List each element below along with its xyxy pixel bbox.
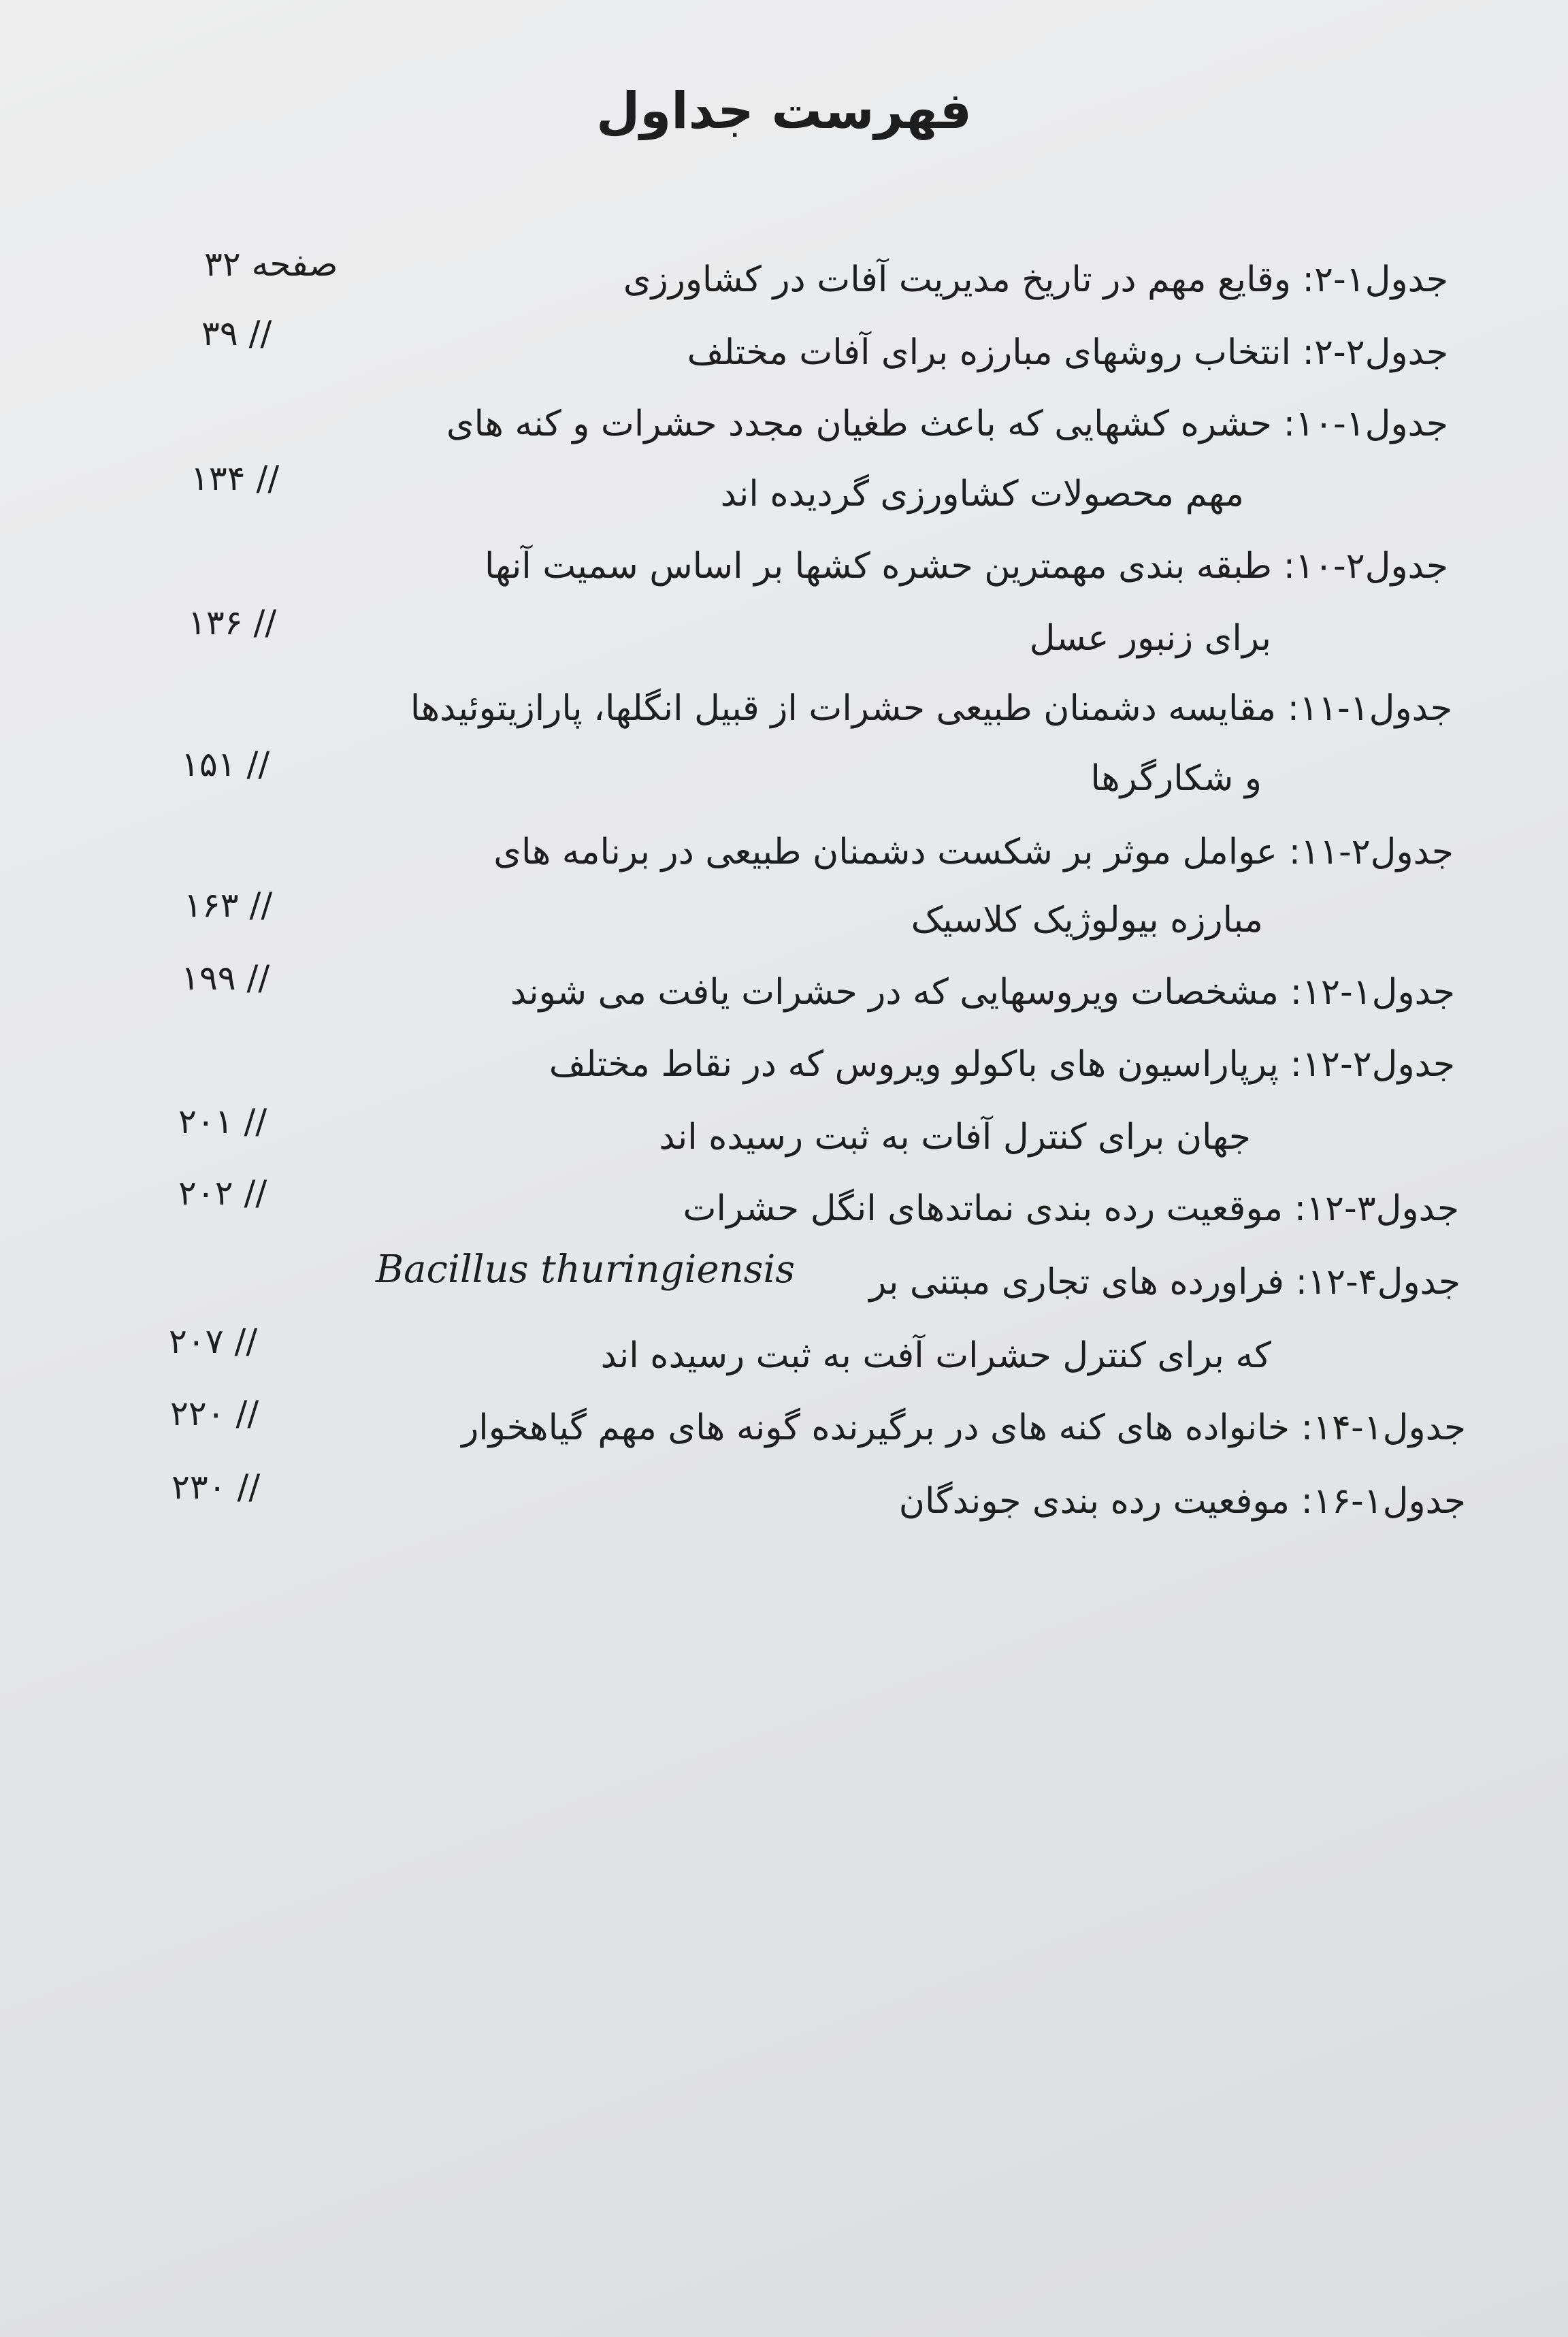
toc-entry-line: جدول۱-۱۲: مشخصات ویروسهایی که در حشرات یافت می شوند (510, 972, 1455, 1013)
toc-page-number: // ۲۳۰ (172, 1467, 261, 1507)
toc-entry-line: جدول۱-۱۶: موفعیت رده بندی جوندگان (898, 1481, 1466, 1522)
toc-entry-line: جدول۱-۱۱: مقایسه دشمنان طبیعی حشرات از قبیل انگلها، پارازیتوئیدها (410, 688, 1452, 729)
toc-entry-line: مهم محصولات کشاورزی گردیده اند (720, 474, 1244, 514)
toc-entry-line: جدول۱-۲: وقایع مهم در تاریخ مدیریت آفات در کشاورزی (623, 259, 1448, 300)
toc-page-number: // ۱۹۹ (181, 958, 270, 998)
toc-page-number: // ۱۵۱ (181, 745, 270, 784)
toc-entry-line: که برای کنترل حشرات آفت به ثبت رسیده اند (600, 1335, 1271, 1376)
toc-page-number: // ۱۳۴ (191, 459, 280, 498)
toc-entry-line: جدول۲-۱۱: عوامل موثر بر شکست دشمنان طبیعی در برنامه های (493, 832, 1454, 872)
toc-page-number: // ۲۰۷ (169, 1322, 258, 1361)
toc-page-number: // ۳۹ (201, 314, 272, 353)
toc-entry-line: جدول۱-۱۰: حشره کشهایی که باعث طغیان مجدد حشرات و کنه های (446, 404, 1448, 444)
toc-page-number: // ۲۰۲ (178, 1173, 267, 1213)
toc-page-number: صفحه ۳۲ (204, 244, 338, 284)
toc-entry-line: جدول۴-۱۲: فراورده های تجاری مبتنی بر (869, 1262, 1460, 1303)
toc-entry-line: جدول۳-۱۲: موقعیت رده بندی نماتدهای انگل حشرات (683, 1188, 1459, 1229)
species-name: Bacillus thuringiensis (376, 1247, 795, 1292)
toc-page-number: // ۲۰۱ (178, 1102, 267, 1141)
toc-entry-line: مبارزه بیولوژیک کلاسیک (911, 900, 1263, 941)
toc-entry-line: جدول۲-۲: انتخاب روشهای مبارزه برای آفات مختلف (687, 332, 1448, 373)
toc-entry-line: جدول۱-۱۴: خانواده های کنه های در برگیرنده گونه های مهم گیاهخوار (461, 1407, 1466, 1448)
toc-page-number: // ۲۲۰ (170, 1394, 259, 1433)
toc-entry-line: و شکارگرها (1090, 758, 1262, 799)
page-title: فهرست جداول (596, 82, 972, 140)
toc-entry-line: برای زنبور عسل (1029, 618, 1271, 659)
toc-page-number: // ۱۳۶ (188, 603, 277, 642)
toc-entry-line: جدول۲-۱۰: طبقه بندی مهمترین حشره کشها بر اساس سمیت آنها (485, 546, 1448, 587)
toc-page-number: // ۱۶۳ (184, 885, 273, 925)
toc-entry-line: جهان برای کنترل آفات به ثبت رسیده اند (659, 1117, 1251, 1158)
toc-entry-line: جدول۲-۱۲: پرپاراسیون های باکولو ویروس که در نقاط مختلف (549, 1044, 1455, 1085)
